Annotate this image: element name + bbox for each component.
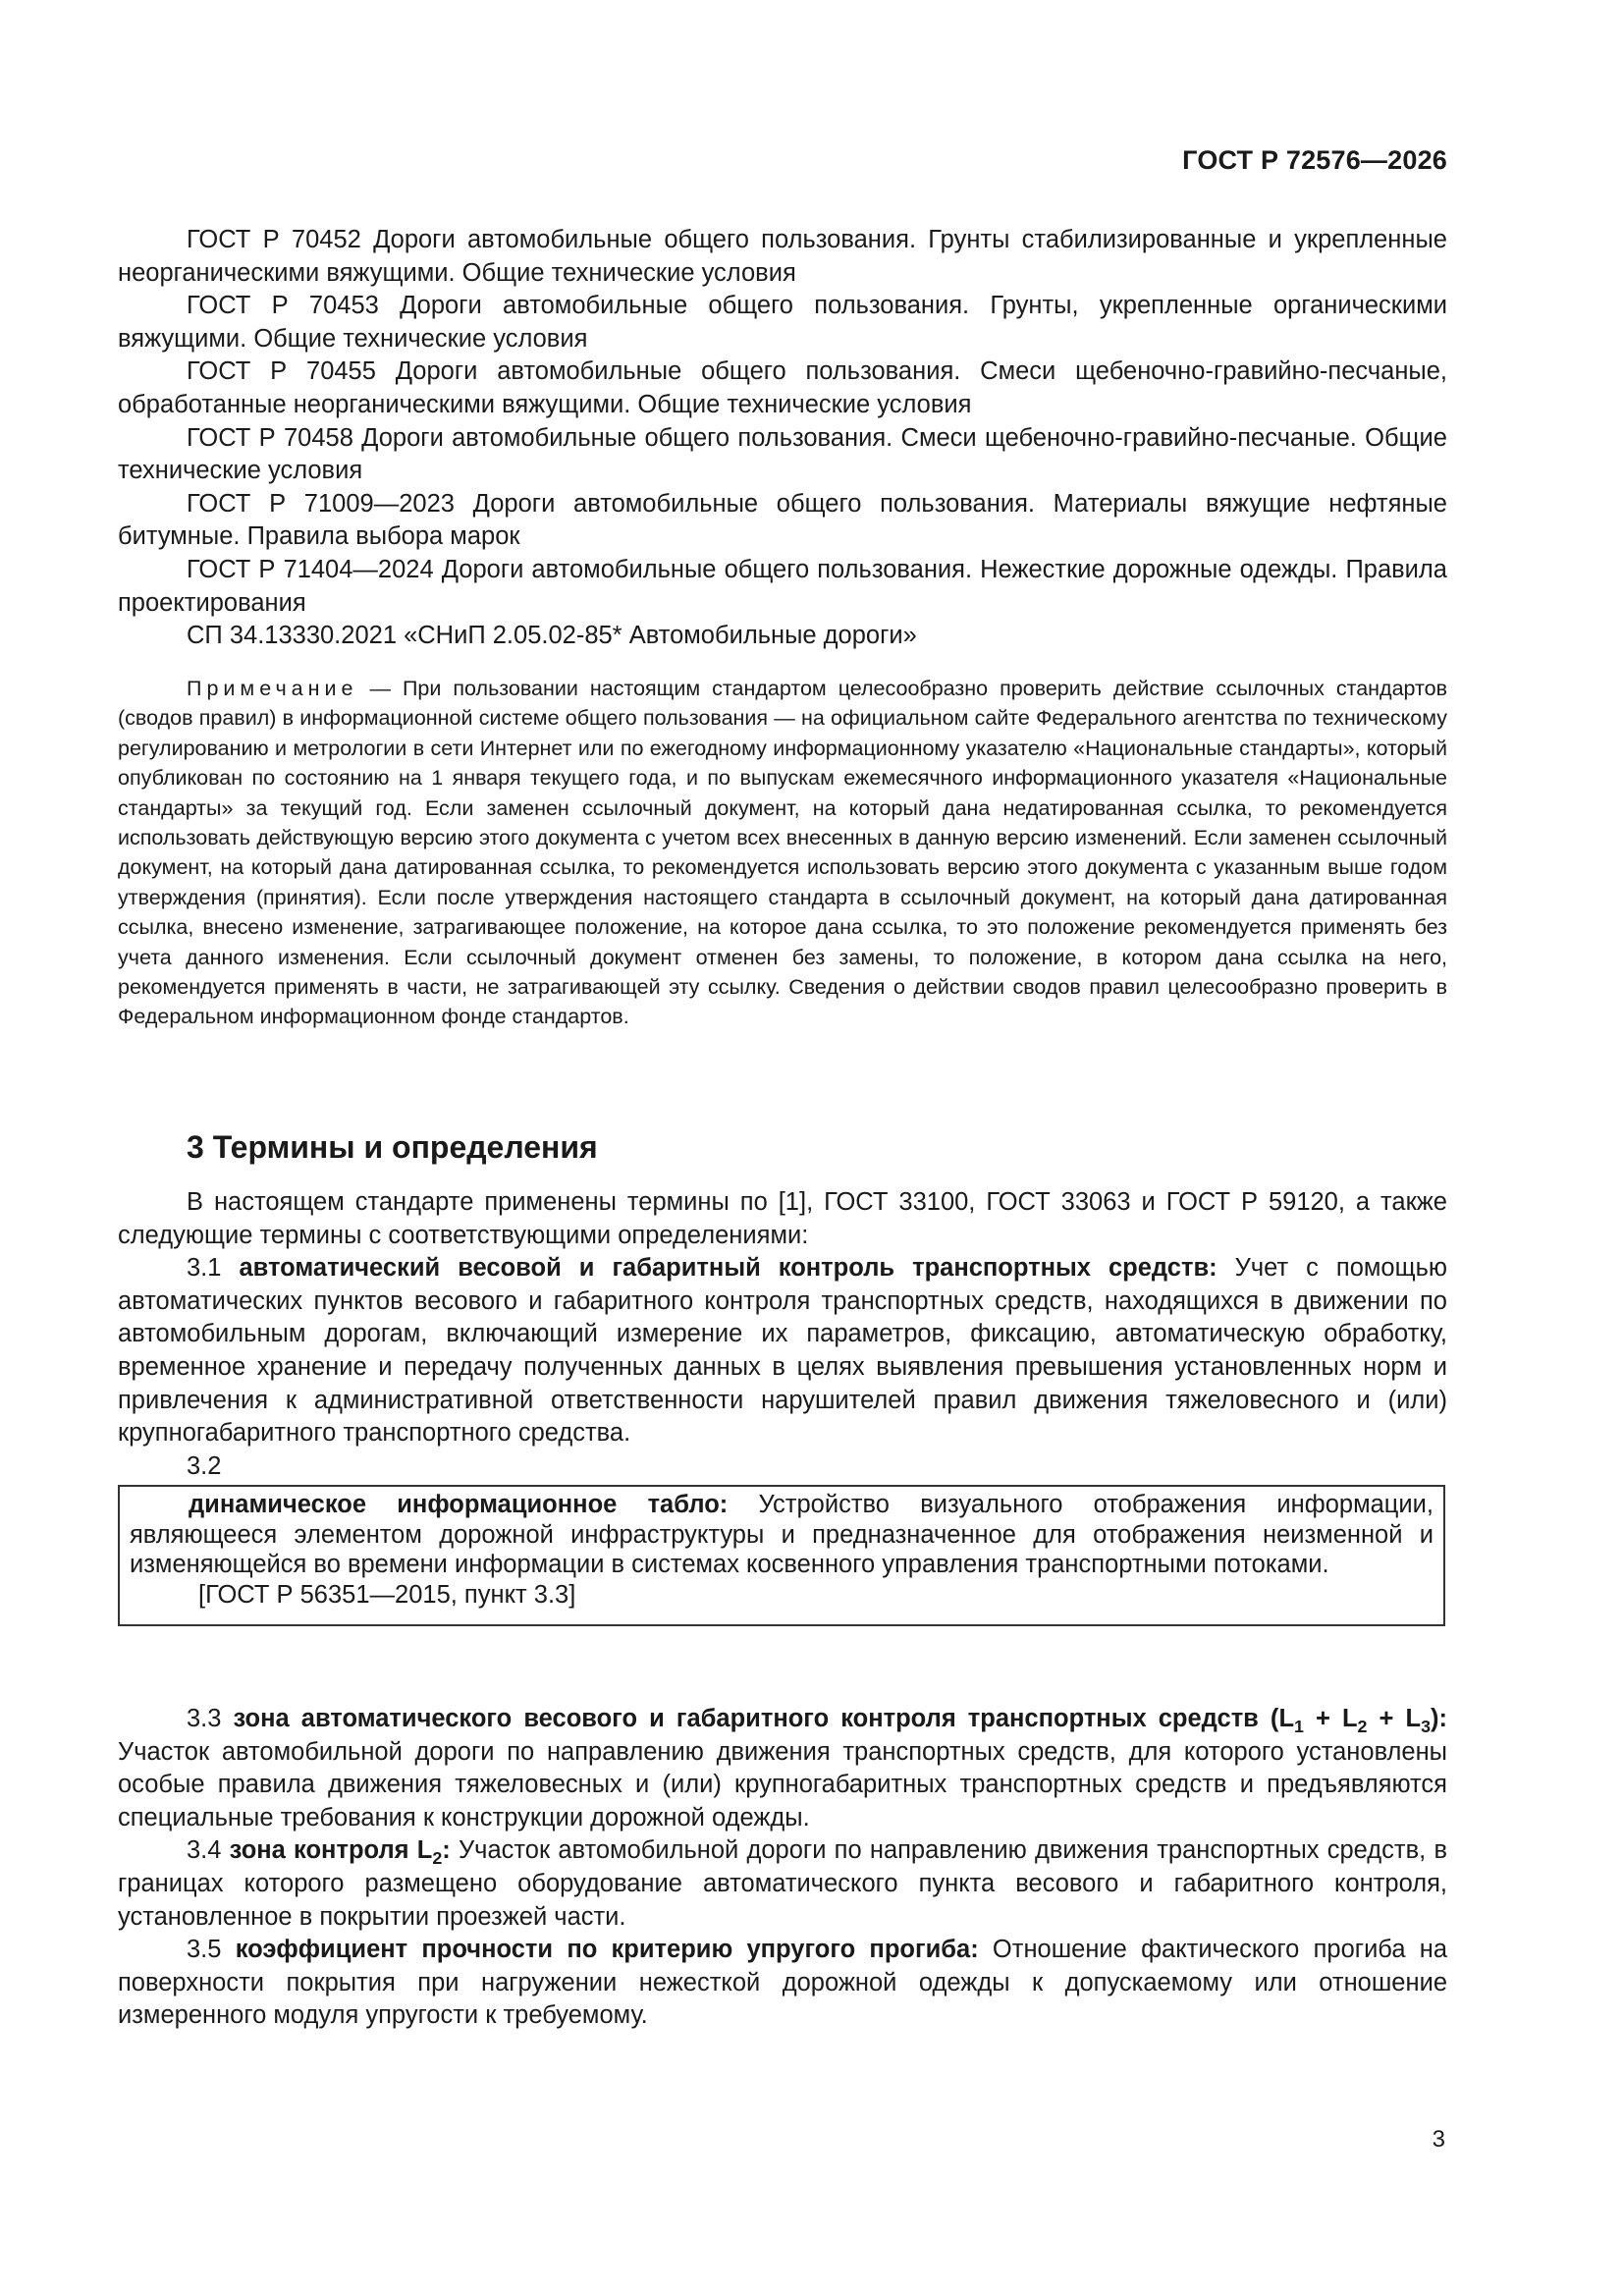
term-3-2 — [130, 1490, 1434, 1580]
term-title: зона контроля L — [229, 1836, 433, 1865]
section-heading: 3 Термины и определения — [187, 1129, 598, 1165]
references-note — [118, 674, 1447, 1032]
terms-intro: В настоящем стандарте применены термины по [1], ГОСТ 33100, ГОСТ 33063 и ГОСТ Р 59120, а также следующие термины с соответствующими определениями: — [118, 1188, 1447, 1249]
reference-item: ГОСТ Р 70455 Дороги автомобильные общего пользования. Смеси щебеночно-гравийно-песчаные, обработанные неорганическими вяжущими. Общие технические условия — [118, 357, 1447, 418]
terms-block-2 — [118, 1703, 1447, 2033]
term-title: динамическое информационное табло: — [189, 1491, 729, 1518]
term-definition: Участок автомобильной дороги по направлению движения транспортных средств, для которого установлены особые правила движения тяжеловесных и (или) крупногабаритных транспортных средств и предъявляются специальные требования к конструкции дорожной одежды. — [118, 1737, 1447, 1831]
term-definition: Отношение фактического прогиба на поверхности покрытия при нагружении нежесткой дорожной одежды к допускаемому или отношение измеренного модуля упругости к требуемому. — [118, 1936, 1447, 2030]
term-title: автоматический весовой и габаритный контроль транспортных средств: — [239, 1254, 1217, 1283]
reference-item: ГОСТ Р 71009—2023 Дороги автомобильные общего пользования. Материалы вяжущие нефтяные битумные. Правила выбора марок — [118, 489, 1447, 551]
note-text: — При пользовании настоящим стандартом целесообразно проверить действие ссылочных стандартов (сводов правил) в информационной системе общего пользования — на официальном сайте Федерального агентства по техническому регулированию и метрологии в сети Интернет или по ежегодному информационному указателю «Национальные стандарты», который опубликован по состоянию на 1 января текущего года, и по выпускам ежемесячного информационного указателя «Национальные стандарты» за текущий год. Если заменен ссылочный документ, на который дана недатированная ссылка, то рекомендуется использовать действующую версию этого документа с учетом всех внесенных в данную версию изменений. Если заменен ссылочный документ, на который дана датированная ссылка, то рекомендуется использовать версию этого документа с указанным выше годом утверждения (принятия). Если после утверждения настоящего стандарта в ссылочный документ, на который дана датированная ссылка, внесено изменение, затрагивающее положение, на которое дана ссылка, то это положение рекомендуется применять без учета данного изменения. Если ссылочный документ отменен без замены, то положение, в котором дана ссылка на него, рекомендуется применять в части, не затрагивающей эту ссылку. Сведения о действии сводов правил целесообразно проверить в Федеральном информационном фонде стандартов. — [118, 677, 1447, 1029]
term-definition: Участок автомобильной дороги по направлению движения транспортных средств, в границах которого размещено оборудование автоматического пункта весового и габаритного контроля, установленное в покрытии проезжей части. — [118, 1836, 1447, 1931]
term-title: зона автоматического весового и габаритного контроля транспортных средств — [233, 1705, 1259, 1732]
reference-item: ГОСТ Р 70458 Дороги автомобильные общего пользования. Смеси щебеночно-гравийно-песчаные. Общие технические условия — [118, 423, 1447, 485]
normative-references-list — [118, 224, 1447, 653]
reference-item: ГОСТ Р 70452 Дороги автомобильные общего пользования. Грунты стабилизированные и укрепленные неорганическими вяжущими. Общие технические условия — [118, 226, 1447, 287]
term-title: коэффициент прочности по критерию упругого прогиба: — [235, 1936, 979, 1964]
term-definition: Учет с помощью автоматических пунктов весового и габаритного контроля транспортных средств, находящихся в движении по автомобильным дорогам, включающий измерение их параметров, фиксацию, автоматическую обработку, временное хранение и передачу полученных данных в целях выявления превышения установленных норм и привлечения к административной ответственности нарушителей правил движения тяжеловесного и (или) крупногабаритного транспортного средства. — [118, 1254, 1447, 1448]
standard-code-header: ГОСТ Р 72576—2026 — [1182, 145, 1447, 175]
term-3-3: 3.3 зона автоматического весового и габаритного контроля транспортных средств $(L_1 + L_2 + L_3)$: Участок автомобильной дороги по направлению движения транспортных средств, для которого установлены особые правила движения тяжеловесных и (или) крупногабаритных транспортных средств и предъявляются специальные требования к конструкции дорожной одежды. — [118, 1705, 1447, 1831]
terms-block — [118, 1186, 1447, 1483]
term-3-4: 3.4 зона контроля $L_2$: Участок автомобильной дороги по направлению движения транспортных средств, в границах которого размещено оборудование автоматического пункта весового и габаритного контроля, установленное в покрытии проезжей части. — [118, 1836, 1447, 1931]
quoted-term-box — [118, 1485, 1445, 1626]
reference-item: ГОСТ Р 71404—2024 Дороги автомобильные общего пользования. Нежесткие дорожные одежды. Правила проектирования — [118, 555, 1447, 617]
term-definition: Устройство визуального отображения информации, являющееся элементом дорожной инфраструктуры и предназначенное для отображения неизменной и изменяющейся во времени информации в системах косвенного управления транспортными потоками. — [130, 1491, 1434, 1578]
reference-item: ГОСТ Р 70453 Дороги автомобильные общего пользования. Грунты, укрепленные органическими вяжущими. Общие технические условия — [118, 292, 1447, 353]
reference-item: СП 34.13330.2021 «СНиП 2.05.02-85* Автомобильные дороги» — [187, 622, 917, 650]
term-3-5: 3.5 коэффициент прочности по критерию упругого прогиба: Отношение фактического прогиба на поверхности покрытия при нагружении нежесткой дорожной одежды к допускаемому или отношение измеренного модуля упругости к требуемому. — [118, 1936, 1447, 2030]
page-number: 3 — [1432, 2126, 1445, 2153]
note-label: Примечание — [187, 677, 358, 700]
term-source: [ГОСТ Р 56351—2015, пункт 3.3] — [198, 1580, 576, 1609]
term-3-2-number: 3.2 — [187, 1451, 222, 1480]
term-3-1: 3.1 автоматический весовой и габаритный контроль транспортных средств: Учет с помощью автоматических пунктов весового и габаритного контроля транспортных средств, находящихся в движении по автомобильным дорогам, включающий измерение их параметров, фиксацию, автоматическую обработку, временное хранение и передачу полученных данных в целях выявления превышения установленных норм и привлечения к административной ответственности нарушителей правил движения тяжеловесного и (или) крупногабаритного транспортного средства. — [118, 1254, 1447, 1448]
